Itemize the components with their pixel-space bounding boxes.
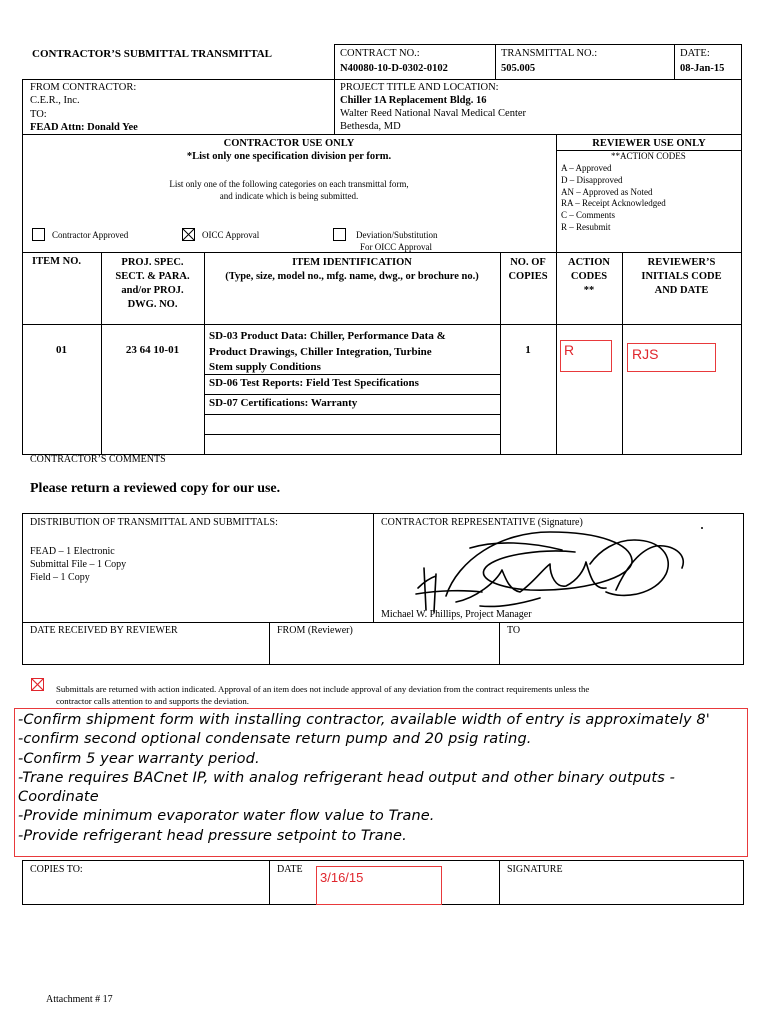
action-code-annotation[interactable] [560, 340, 612, 372]
action-code-item: AN – Approved as Noted [561, 186, 653, 197]
contractor-approved-checkbox[interactable] [32, 228, 45, 241]
review-comment-line: -Confirm shipment form with installing contractor, available width of entry is approximately 8' [18, 712, 710, 728]
instruction-line-2: and indicate which is being submitted. [219, 191, 359, 201]
item-ident-line: Stem supply Conditions [209, 361, 321, 373]
signature-label: SIGNATURE [507, 864, 563, 875]
check-x-icon [182, 228, 195, 241]
column-reviewer-initials [622, 256, 741, 298]
distribution-label: DISTRIBUTION OF TRANSMITTAL AND SUBMITTALS: [30, 517, 278, 528]
contractor-signature [410, 520, 710, 615]
item-sd06: SD-06 Test Reports: Field Test Specifications [209, 377, 419, 389]
date-label: DATE: [680, 48, 710, 59]
action-code-item: A – Approved [561, 163, 612, 173]
returned-note-line-1: Submittals are returned with action indicated. Approval of an item does not include approval of any deviation from the contract requirements unless the [56, 684, 590, 694]
review-comment-line: -confirm second optional condensate return pump and 20 psig rating. [18, 731, 532, 748]
review-comment-line: Coordinate [18, 789, 99, 806]
column-action-line: CODES [570, 271, 608, 282]
reviewer-initials-annotation[interactable] [627, 343, 716, 372]
transmittal-number: 505.005 [501, 63, 536, 74]
distribution-item: FEAD – 1 Electronic [30, 546, 115, 557]
action-codes-heading: **ACTION CODES [611, 151, 686, 161]
contractor-comments-label: CONTRACTOR’S COMMENTS [30, 454, 166, 465]
column-action-codes [556, 256, 622, 298]
review-comment-line: -Provide refrigerant head pressure setpoint to Trane. [18, 827, 407, 844]
project-location-2: Bethesda, MD [340, 121, 401, 132]
item-sd07: SD-07 Certifications: Warranty [209, 397, 358, 409]
instruction-line-1: List only one of the following categories on each transmittal form, [169, 179, 409, 189]
contractor-approved-label: Contractor Approved [52, 230, 129, 240]
review-comments [18, 711, 746, 846]
item-ident-line: Product Drawings, Chiller Integration, Turbine [209, 345, 432, 358]
from-contractor-value: C.E.R., Inc. [30, 95, 80, 106]
attachment-label: Attachment # 17 [46, 994, 113, 1005]
to-reviewer-label: TO [507, 625, 521, 636]
to-value: FEAD Attn: Donald Yee [30, 122, 138, 133]
action-code-item: R – Resubmit [561, 221, 611, 232]
column-copies-line: NO. OF [510, 257, 546, 268]
from-reviewer-label: FROM (Reviewer) [277, 625, 353, 636]
review-comment-line: -Provide minimum evaporator water flow value to Trane. [18, 808, 435, 825]
oicc-approval-label: OICC Approval [202, 230, 260, 240]
column-action-line: ACTION [567, 257, 610, 268]
review-comment-line: -Trane requires BACnet IP, with analog refrigerant head output and other binary outputs - [18, 769, 675, 786]
deviation-label-2: For OICC Approval [360, 242, 432, 252]
distribution-item: Field – 1 Copy [30, 572, 90, 583]
representative-label: CONTRACTOR REPRESENTATIVE (Signature) [381, 517, 583, 528]
column-reviewer-line: AND DATE [654, 285, 709, 296]
contract-number: N40080-10-D-0302-0102 [340, 63, 448, 74]
column-action-line: ** [583, 285, 595, 296]
column-copies [500, 256, 556, 284]
item-identification [209, 329, 446, 376]
returned-note-line-2: contractor calls attention to and supports the deviation. [56, 696, 249, 706]
column-spec [101, 256, 204, 312]
check-x-icon [31, 678, 44, 691]
contractor-use-subheading: *List only one specification division per form. [186, 151, 392, 162]
item-number: 01 [56, 344, 67, 356]
item-copies: 1 [525, 344, 531, 356]
column-reviewer-line: REVIEWER’S [647, 257, 716, 268]
contract-label: CONTRACT NO.: [340, 48, 420, 59]
review-date-value: 3/16/15 [320, 870, 364, 885]
date-received-label: DATE RECEIVED BY REVIEWER [30, 625, 178, 636]
transmittal-label: TRANSMITTAL NO.: [501, 48, 598, 59]
action-code-item: RA – Receipt Acknowledged [561, 198, 666, 209]
item-ident-line: SD-03 Product Data: Chiller, Performance Data & [209, 330, 446, 342]
column-reviewer-line: INITIALS CODE [641, 271, 722, 282]
action-code-item: C – Comments [561, 210, 616, 221]
representative-name: Michael W. Phillips, Project Manager [381, 609, 532, 620]
column-spec-line: DWG. NO. [127, 299, 178, 310]
column-ident-line: (Type, size, model no., mfg. name, dwg., or brochure no.) [225, 271, 479, 282]
review-date-annotation[interactable] [316, 866, 442, 905]
from-contractor-label: FROM CONTRACTOR: [30, 82, 137, 93]
contractor-use-heading: CONTRACTOR USE ONLY [223, 138, 355, 149]
column-copies-line: COPIES [508, 271, 548, 282]
deviation-label: Deviation/Substitution [356, 230, 438, 240]
copies-to-label: COPIES TO: [30, 864, 83, 875]
column-spec-line: PROJ. SPEC. [121, 257, 184, 268]
item-spec: 23 64 10-01 [125, 344, 180, 356]
action-code-value: R [564, 342, 575, 358]
action-code-item: D – Disapproved [561, 174, 623, 185]
deviation-checkbox[interactable] [333, 228, 346, 241]
action-codes-list [561, 163, 666, 234]
project-label: PROJECT TITLE AND LOCATION: [340, 82, 499, 93]
distribution-item: Submittal File – 1 Copy [30, 559, 127, 570]
column-ident-line: ITEM IDENTIFICATION [292, 257, 412, 268]
return-note: Please return a reviewed copy for our use. [30, 481, 281, 496]
bottom-date-label: DATE [277, 864, 303, 875]
oicc-approval-checkbox[interactable] [182, 228, 195, 241]
distribution-list [30, 545, 126, 584]
date-value: 08-Jan-15 [680, 63, 725, 74]
returned-checkbox[interactable] [31, 678, 44, 691]
reviewer-use-heading: REVIEWER USE ONLY [592, 138, 706, 149]
column-item-no: ITEM NO. [32, 256, 82, 267]
column-spec-line: and/or PROJ. [121, 285, 184, 296]
project-title: Chiller 1A Replacement Bldg. 16 [340, 95, 487, 106]
form-title: CONTRACTOR’S SUBMITTAL TRANSMITTAL [32, 48, 273, 60]
column-identification [204, 256, 500, 284]
project-location-1: Walter Reed National Naval Medical Center [340, 108, 527, 119]
reviewer-initials-value: RJS [632, 346, 659, 362]
review-comment-line: -Confirm 5 year warranty period. [18, 750, 260, 767]
to-label: TO: [30, 109, 47, 120]
column-spec-line: SECT. & PARA. [115, 271, 190, 282]
